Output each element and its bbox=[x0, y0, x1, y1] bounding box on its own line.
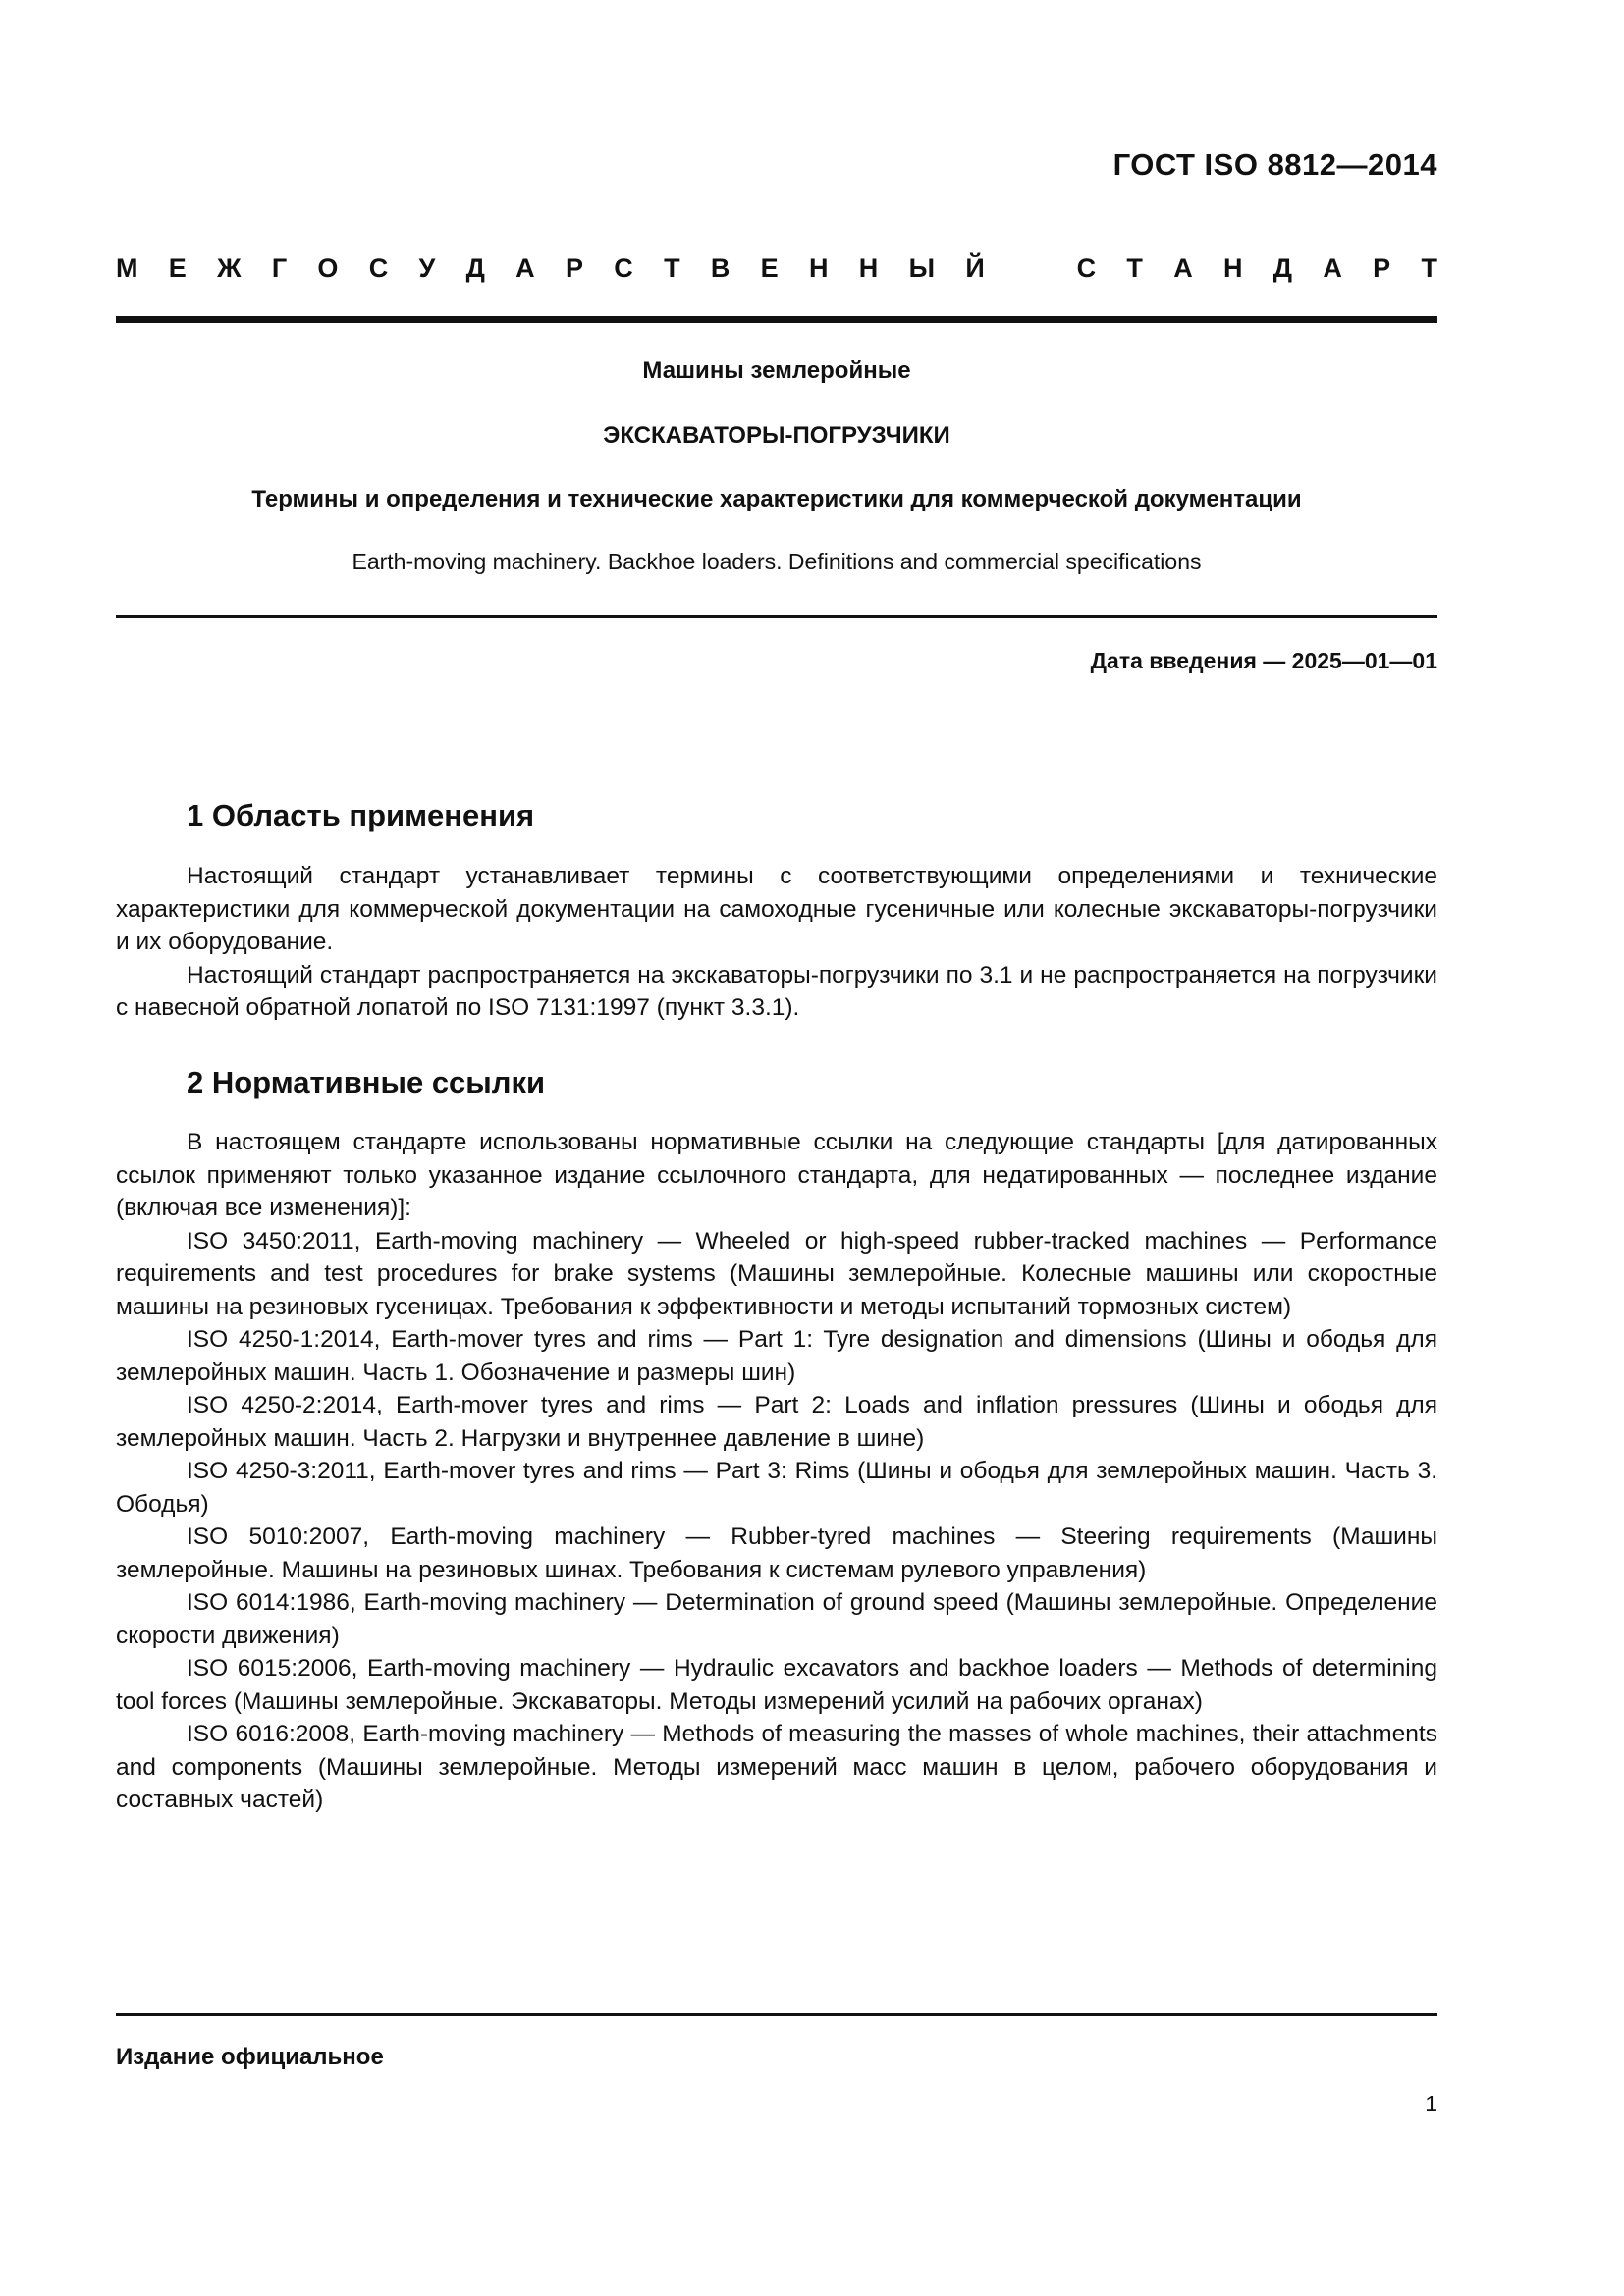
effective-date: Дата введения — 2025—01—01 bbox=[1090, 648, 1437, 673]
reference-entry: ISO 4250-2:2014, Earth-mover tyres and rims — Part 2: Loads and inflation pressures (Шины и ободья для землеройных машин. Часть 2. Нагрузки и внутреннее давление в шине) bbox=[116, 1392, 1437, 1452]
official-edition-label: Издание официальное bbox=[116, 2044, 384, 2070]
banner-letter: Р bbox=[565, 253, 583, 283]
banner-letter: Т bbox=[1126, 253, 1143, 283]
title-english: Earth-moving machinery. Backhoe loaders. Definitions and commercial specifications bbox=[352, 549, 1202, 574]
banner-letter: Н bbox=[808, 253, 829, 283]
section-1-heading: 1 Область применения bbox=[187, 798, 535, 832]
banner-letter: Й bbox=[965, 253, 985, 283]
banner-letter: Ж bbox=[217, 253, 242, 283]
banner-letter: А bbox=[515, 253, 535, 283]
banner-letter: А bbox=[1323, 253, 1342, 283]
banner-letter: Е bbox=[760, 253, 779, 283]
banner-letter: Т bbox=[664, 253, 680, 283]
header-divider bbox=[116, 316, 1437, 323]
title-divider bbox=[116, 615, 1437, 618]
banner-letter: Н bbox=[858, 253, 879, 283]
paragraph: Настоящий стандарт устанавливает термины с соответствующими определениями и технические характеристики для коммерческой документации на самоходные гусеничные или колесные экскаваторы-погрузчики и их оборудование. bbox=[116, 863, 1437, 955]
banner-letter: С bbox=[1076, 253, 1097, 283]
title-group: Машины землеройные bbox=[642, 357, 911, 384]
reference-entry: ISO 6014:1986, Earth-moving machinery — Determination of ground speed (Машины землеройные. Определение скорости движения) bbox=[116, 1589, 1437, 1649]
banner-letter: Т bbox=[1421, 253, 1437, 283]
title-sub: Термины и определения и технические характеристики для коммерческой документации bbox=[251, 486, 1302, 512]
page-number: 1 bbox=[1425, 2091, 1437, 2116]
document-code: ГОСТ ISO 8812—2014 bbox=[1112, 147, 1437, 182]
banner-letter: В bbox=[710, 253, 731, 283]
banner-letter: Д bbox=[465, 253, 485, 283]
banner-letter: Д bbox=[1272, 253, 1293, 283]
banner-letter: О bbox=[317, 253, 339, 283]
reference-entry: ISO 6015:2006, Earth-moving machinery — Hydraulic excavators and backhoe loaders — Methods of determining tool forces (Машины землеройные. Экскаваторы. Методы измерений усилий на рабочих органах) bbox=[116, 1655, 1437, 1715]
banner-letter: А bbox=[1173, 253, 1193, 283]
section-2-heading: 2 Нормативные ссылки bbox=[187, 1065, 546, 1099]
banner-letter: Р bbox=[1373, 253, 1391, 283]
section-1-body bbox=[116, 860, 1437, 1025]
banner-letter: С bbox=[368, 253, 389, 283]
reference-entry: ISO 4250-1:2014, Earth-mover tyres and rims — Part 1: Tyre designation and dimensions (Шины и ободья для землеройных машин. Часть 1. Обозначение и размеры шин) bbox=[116, 1326, 1437, 1386]
banner-letter: М bbox=[116, 253, 138, 283]
paragraph: В настоящем стандарте использованы нормативные ссылки на следующие стандарты [для датированных ссылок применяют только указанное издание ссылочного стандарта, для недатированных — последнее издание (включая все изменения)]: bbox=[116, 1129, 1437, 1221]
banner-letter: Н bbox=[1223, 253, 1243, 283]
banner-letter: Е bbox=[168, 253, 187, 283]
banner-letter: У bbox=[418, 253, 436, 283]
section-2-body bbox=[116, 1126, 1437, 1817]
reference-entry: ISO 4250-3:2011, Earth-mover tyres and rims — Part 3: Rims (Шины и ободья для землеройных машин. Часть 3. Ободья) bbox=[116, 1458, 1437, 1518]
banner-letter: С bbox=[614, 253, 633, 283]
reference-entry: ISO 3450:2011, Earth-moving machinery — Wheeled or high-speed rubber-tracked machines — Performance requirements and test procedures for brake systems (Машины землеройные. Колесные машины или скоростные машины на резиновых гусеницах. Требования к эффективности и методы испытаний тормозных систем) bbox=[116, 1227, 1437, 1320]
footer-divider bbox=[116, 2013, 1437, 2016]
reference-entry: ISO 5010:2007, Earth-moving machinery — Rubber-tyred machines — Steering requirements (Машины землеройные. Машины на резиновых шинах. Требования к системам рулевого управления) bbox=[116, 1523, 1437, 1583]
paragraph: Настоящий стандарт распространяется на экскаваторы-погрузчики по 3.1 и не распространяется на погрузчики с навесной обратной лопатой по ISO 7131:1997 (пункт 3.3.1). bbox=[116, 961, 1437, 1021]
reference-entry: ISO 6016:2008, Earth-moving machinery — Methods of measuring the masses of whole machines, their attachments and components (Машины землеройные. Методы измерений масс машин в целом, рабочего оборудования и составных частей) bbox=[116, 1721, 1437, 1813]
banner-letter: Г bbox=[271, 253, 288, 283]
standard-type-banner bbox=[116, 253, 1437, 289]
banner-letter: Ы bbox=[908, 253, 936, 283]
title-main: ЭКСКАВАТОРЫ-ПОГРУЗЧИКИ bbox=[603, 422, 950, 449]
